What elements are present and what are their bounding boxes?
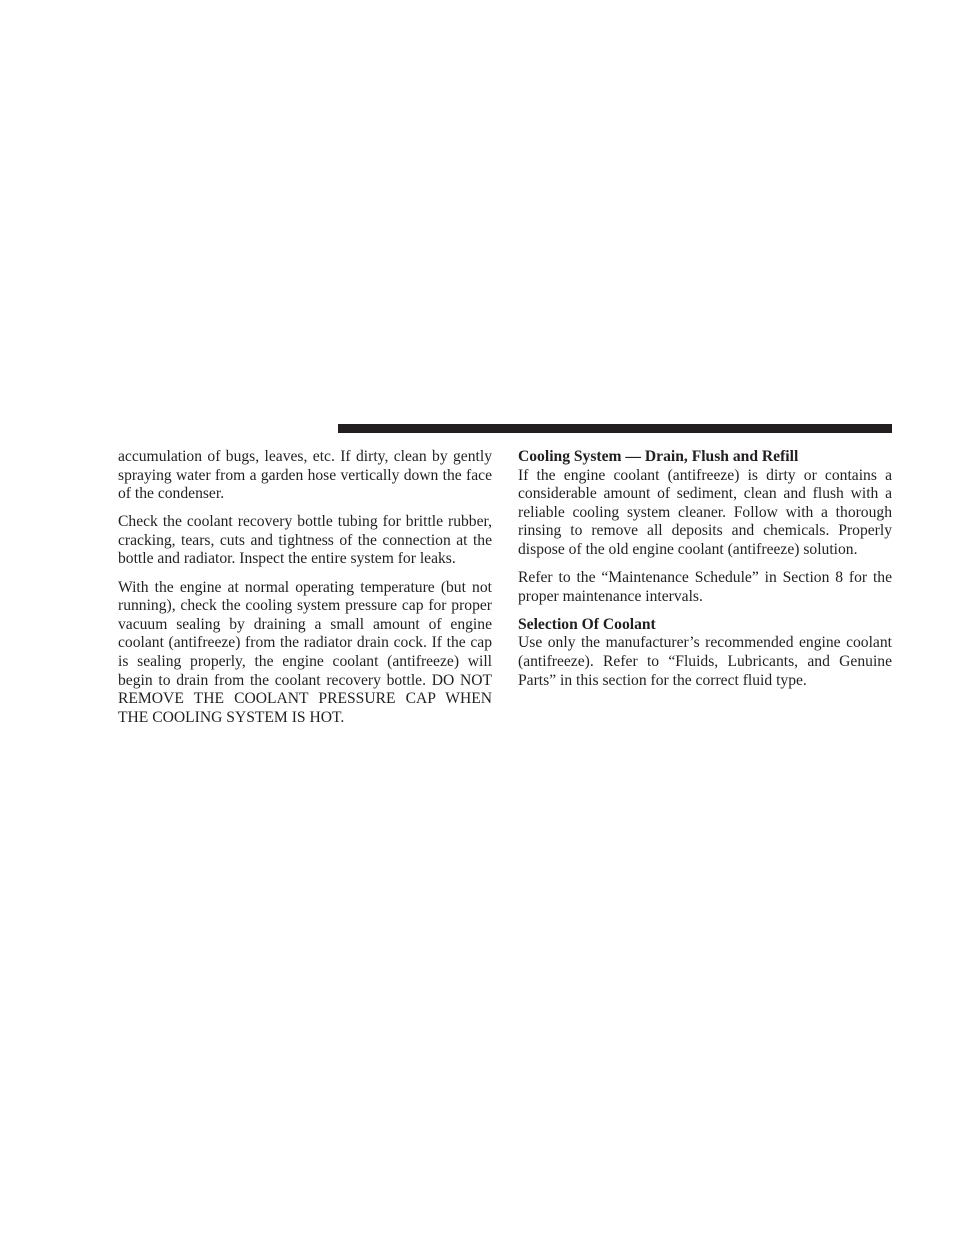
body-paragraph: With the engine at normal operating temperature (but not running), check the cooling system pressure cap for proper vacuum sealing by draining a small amount of engine coolant (antifreeze) from the radiator drain cock. If the cap is sealing properly, the engine coolant (antifreeze) will begin to drain from the coolant recovery bottle. DO NOT REMOVE THE COOLANT PRESSURE CAP WHEN THE COOLING SYSTEM IS HOT.	[118, 578, 492, 726]
left-column	[118, 448, 492, 737]
body-paragraph: Use only the manufacturer’s recommended engine coolant (antifreeze). Refer to “Fluids, Lubricants, and Genuine Parts” in this section for the correct fluid type.	[518, 634, 892, 689]
header-rule	[338, 424, 892, 433]
body-paragraph: accumulation of bugs, leaves, etc. If dirty, clean by gently spraying water from a garden hose vertically down the face of the condenser.	[118, 448, 492, 503]
section-heading: Selection Of Coolant	[518, 615, 656, 633]
body-paragraph: Check the coolant recovery bottle tubing for brittle rubber, cracking, tears, cuts and tightness of the connection at the bottle and radiator. Inspect the entire system for leaks.	[118, 513, 492, 568]
right-column	[518, 448, 892, 700]
body-paragraph: Refer to the “Maintenance Schedule” in Section 8 for the proper maintenance intervals.	[518, 569, 892, 605]
section-heading: Cooling System — Drain, Flush and Refill	[518, 448, 799, 465]
body-paragraph: If the engine coolant (antifreeze) is dirty or contains a considerable amount of sediment, clean and flush with a reliable cooling system cleaner. Follow with a thorough rinsing to remove all deposits and chemicals. Properly dispose of the old engine coolant (antifreeze) solution.	[518, 466, 892, 558]
